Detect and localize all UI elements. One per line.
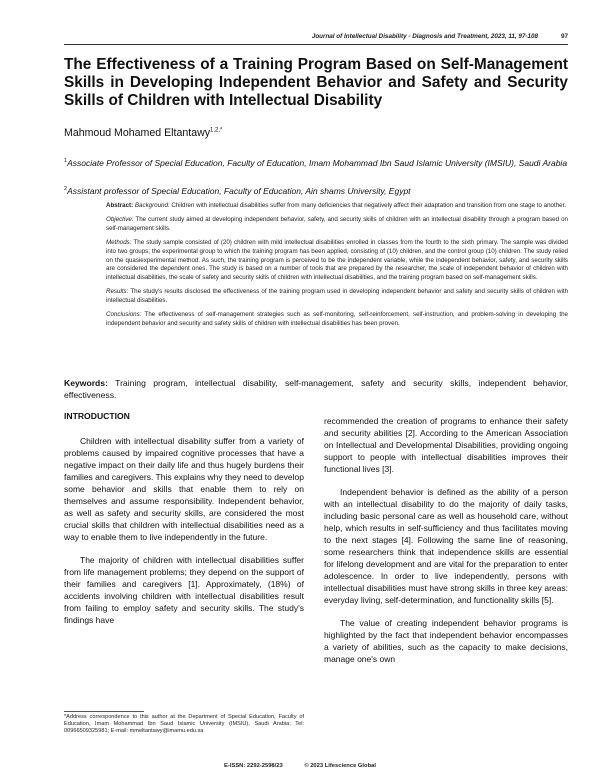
keywords: [64, 377, 568, 401]
abstract-conclusions: [106, 311, 568, 329]
conclusions-label: Conclusions:: [106, 311, 142, 319]
page-number: 97: [560, 33, 568, 40]
column-left: [64, 435, 304, 637]
objective-text: The current study aimed at developing independent behavior, safety, and security skills of children with an intellectual disability through a program based on self-management skills.: [106, 215, 568, 232]
author-line: [64, 127, 222, 139]
background-text: Children with intellectual disabilities suffer from many deficiencies that negatively affect their adaptation and transition from one stage to another.: [171, 202, 567, 209]
affiliation-2: [64, 183, 568, 197]
author-name: Mahmoud Mohamed Eltantawy: [64, 127, 211, 139]
section-heading-introduction: INTRODUCTION: [64, 411, 130, 421]
footnote-rule: [64, 711, 144, 712]
author-marks: 1,2,*: [210, 127, 223, 134]
affiliation-1-text: Associate Professor of Special Education, Faculty of Education, Imam Mohammad Ibn Saud Islamic University (IMSIU), Saudi Arabia: [67, 157, 568, 168]
affiliation-2-num: 2: [64, 186, 68, 192]
paper-title: The Effectiveness of a Training Program Based on Self-Management Skills in Developing Independent Behavior and Safety and Security Skills of Children with Intellectual Disability: [64, 56, 568, 109]
keywords-label: Keywords:: [64, 378, 108, 388]
paragraph: recommended the creation of programs to enhance their safety and security abilities [2]. According to the American Association on Intellectual and Developmental Disabilities, providing ongoing support to people with intellectual disabilities improves their functional lives [3].: [324, 416, 568, 474]
column-right: [324, 415, 568, 676]
conclusions-text: The effectiveness of self-management strategies such as self-monitoring, self-reinforcement, self-instruction, and problem-solving in developing the independent behavior and security and safety skills of children with intellectual disabilities has been proven.: [106, 311, 569, 327]
paragraph: Children with intellectual disability suffer from a variety of problems caused by impaired cognitive processes that have a negative impact on their daily life and thus hugely burdens their families and caregivers. This explains why they need to develop some behavior and skills that enable them to rely on themselves and assume responsibility. Independent behavior, as well as safety and security skills, are considered the most crucial skills that children with intellectual disabilities need as a way to enable them to live independently in the future.: [64, 436, 304, 542]
methods-label: Methods:: [106, 238, 132, 246]
paragraph: Independent behavior is defined as the ability of a person with an intellectual disability to do the majority of daily tasks, including basic personal care as well as household care, without help, which results in self-sufficiency and thus facilitates moving to the next stages [4]. Following the same line of reasoning, some researchers think that independence skills are essential for lifelong development and are vital for the preparation to enter adolescence. In order to live independently, persons with intellectual disabilities must have strong skills in three key areas: everyday living, self-determination, and functionality skills [5].: [324, 487, 568, 605]
footer-issn: E-ISSN: 2292-2598/23: [224, 763, 283, 769]
affiliation-1-num: 1: [64, 158, 68, 164]
keywords-text: Training program, intellectual disability, self-management, safety and security skills, independent behavior, effectiveness.: [64, 378, 568, 400]
abstract-methods: [106, 239, 568, 284]
abstract: [106, 202, 568, 334]
results-text: The study's results disclosed the effectiveness of the training program used in developing independent behavior and safety and security skills of children with intellectual disabilities.: [106, 288, 569, 305]
affiliation-1: [64, 155, 568, 169]
affiliation-2-text: Assistant professor of Special Education, Faculty of Education, Ain shams University, Egypt: [67, 185, 411, 196]
correspondence-footnote: *Address correspondence to this author at the Department of Special Education, Faculty of Education, Imam Mohammad Ibn Saud Islamic University (IMSIU), Saudi Arabia; Tel: 00966509325981; E-mail: mmeltantawy@imamu.edu.sa: [64, 714, 304, 735]
methods-text: The study sample consisted of (20) children with mild intellectual disabilities enrolled in classes from the fourth to the sixth primary. The sample was divided into two groups; the experimental group to which the training program has been applied, consisting of (10) children, and the control group (10) children. The study relied on the quasiexperimental method. As such, the training program is perceived to be the independent variable, while the independent behavior, safety, and security skills are considered the dependent ones. The study is based on a number of tools that are prepared by the researcher, the scale of independent behavior of children with intellectual disabilities, the scale of safety and security skills of children with intellectual disabilities, and the training program based on self-management skills.: [106, 238, 568, 282]
objective-label: Objective:: [106, 215, 134, 223]
page-footer: [0, 763, 600, 769]
abstract-results: [106, 288, 568, 306]
background-label: Background:: [134, 202, 170, 209]
footer-copyright: © 2023 Lifescience Global: [304, 763, 376, 769]
header-rule: [64, 44, 568, 45]
paragraph: The value of creating independent behavior programs is highlighted by the fact that independent behavior encompasses a variety of abilities, such as the capacity to make decisions, manage one's own: [324, 618, 568, 664]
abstract-heading: Abstract:: [106, 202, 134, 209]
abstract-objective: [106, 216, 568, 234]
abstract-background: [106, 202, 568, 211]
paragraph: The majority of children with intellectual disabilities suffer from life management problems; they depend on the support of their families and caregivers [1]. Approximately, (18%) of accidents involving children with intellectual disabilities result from failing to employ safety and security skills. The study's findings have: [64, 555, 304, 625]
results-label: Results:: [106, 288, 129, 296]
journal-citation: Journal of Intellectual Disability - Diagnosis and Treatment, 2023, 11, 97-108: [311, 33, 538, 40]
